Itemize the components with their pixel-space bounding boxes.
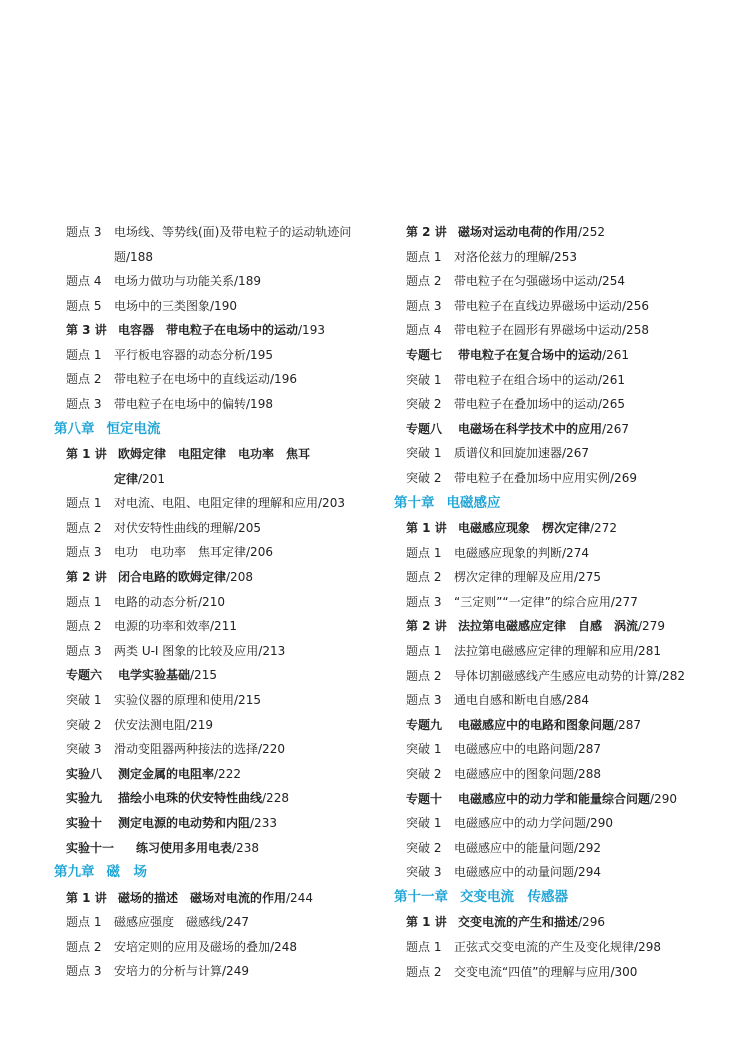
toc-entry[interactable]: [394, 318, 734, 343]
entry-title: 电磁感应中的动量问题: [454, 865, 575, 880]
page-number: /233: [250, 815, 277, 830]
page-number: /188: [126, 249, 153, 264]
toc-entry[interactable]: [54, 737, 374, 762]
page-number: /288: [574, 766, 601, 781]
entry-label: 突破 2: [66, 717, 102, 732]
page-number: /294: [574, 865, 601, 880]
page-number: /205: [234, 520, 261, 535]
toc-entry[interactable]: [54, 343, 374, 368]
entry-title: 磁感应强度 磁感线: [114, 915, 223, 930]
entry-label: 题点 1: [66, 347, 102, 362]
page-number: /198: [246, 396, 273, 411]
toc-lecture[interactable]: [54, 886, 374, 911]
page-number: /238: [232, 840, 259, 855]
toc-entry[interactable]: [394, 245, 734, 270]
page-number: /296: [578, 915, 605, 930]
entry-title: 带电粒子在电场中的直线运动: [114, 372, 271, 387]
toc-entry[interactable]: [394, 466, 734, 491]
toc-entry[interactable]: [54, 294, 374, 319]
entry-title: 带电粒子在直线边界磁场中运动: [454, 298, 623, 313]
page-number: /298: [634, 940, 661, 955]
page-number: /249: [222, 964, 249, 979]
entry-label: 突破 1: [66, 693, 102, 707]
toc-lecture[interactable]: [394, 220, 734, 245]
page-number: /190: [210, 298, 237, 313]
page-number: /300: [610, 964, 638, 979]
entry-title: 滑动变阻器两种接法的选择: [114, 742, 259, 757]
entry-label: 实验八: [66, 766, 103, 781]
page-number: /189: [234, 274, 261, 288]
page-number: /253: [550, 249, 577, 264]
page-number: /287: [574, 742, 601, 757]
entry-title: 质谱仪和回旋加速器: [454, 446, 563, 461]
chapter-title: 交变电流 传感器: [460, 888, 568, 905]
toc-entry[interactable]: [394, 368, 734, 393]
page-number: /206: [246, 545, 273, 560]
toc-entry[interactable]: [394, 639, 734, 664]
toc-lecture[interactable]: [394, 516, 734, 541]
page-number: /215: [190, 668, 217, 683]
toc-entry[interactable]: [394, 392, 734, 417]
entry-title: 带电粒子在匀强磁场中运动: [454, 274, 599, 289]
page-number: /275: [574, 570, 601, 585]
page-number: /282: [658, 668, 685, 683]
entry-label: 题点 2: [66, 372, 102, 387]
entry-title: 电源的功率和效率: [114, 619, 211, 634]
entry-title: 对电流、电阻、电阻定律的理解和应用: [114, 496, 319, 511]
page-number: /244: [286, 890, 313, 905]
page-number: /254: [598, 274, 625, 289]
entry-label: 专题十: [406, 791, 443, 806]
entry-title: 通电自感和断电自感: [454, 693, 563, 708]
entry-label: 突破 1: [406, 446, 442, 461]
entry-title: 闭合电路的欧姆定律: [118, 570, 227, 585]
entry-title: 楞次定律的理解及应用: [454, 570, 575, 585]
toc-special-topic[interactable]: [394, 787, 734, 812]
entry-label: 突破 2: [406, 397, 442, 412]
toc-special-topic[interactable]: [394, 713, 734, 738]
page-number: /272: [590, 521, 617, 536]
entry-title: 对洛伦兹力的理解: [454, 249, 551, 264]
entry-label: 题点 1: [406, 545, 442, 560]
entry-label: 第 3 讲: [66, 323, 107, 338]
entry-label: 题点 4: [66, 274, 102, 288]
toc-entry[interactable]: [394, 836, 734, 861]
page-number: /211: [210, 619, 237, 634]
entry-title: 磁场的描述 磁场对电流的作用: [118, 890, 287, 905]
toc-special-topic[interactable]: [394, 417, 734, 442]
entry-title: 交变电流的产生和描述: [458, 915, 579, 930]
entry-label: 实验十: [66, 815, 103, 830]
toc-entry[interactable]: [394, 935, 734, 960]
toc-experiment[interactable]: [54, 762, 374, 787]
page-number: /252: [578, 225, 605, 239]
toc-entry[interactable]: [54, 540, 374, 565]
entry-title: 安培定则的应用及磁场的叠加: [114, 939, 271, 954]
toc-entry[interactable]: [54, 367, 374, 392]
page-number: /281: [634, 644, 661, 658]
toc-entry[interactable]: [54, 614, 374, 639]
page-number: /228: [262, 791, 289, 806]
toc-left-column: [54, 220, 374, 984]
entry-label: 专题六: [66, 668, 103, 683]
entry-title: 两类 U-I 图象的比较及应用: [114, 643, 259, 658]
entry-label: 题点 1: [66, 594, 102, 609]
entry-label: 突破 1: [406, 372, 442, 387]
chapter-number: 第九章: [54, 864, 95, 881]
toc-entry[interactable]: [394, 565, 734, 590]
entry-title: 欧姆定律 电阻定律 电功率 焦耳: [118, 447, 311, 462]
entry-label: 题点 2: [406, 570, 442, 585]
entry-label: 题点 2: [406, 668, 442, 683]
toc-entry[interactable]: [394, 269, 734, 294]
entry-label: 题点 3: [406, 594, 442, 609]
entry-label: 突破 3: [66, 742, 102, 757]
entry-label: 题点 2: [406, 964, 442, 979]
page-number: /193: [298, 323, 325, 338]
entry-label: 专题七: [406, 347, 443, 362]
entry-title: 伏安法测电阻: [114, 717, 187, 732]
entry-title: 测定金属的电阻率: [118, 766, 215, 781]
toc-entry[interactable]: [54, 269, 374, 294]
entry-title: 带电粒子在叠加场中应用实例: [454, 470, 611, 485]
entry-label: 题点 1: [406, 940, 442, 955]
entry-label: 突破 3: [406, 865, 442, 880]
toc-special-topic[interactable]: [54, 663, 374, 688]
page-number: /274: [562, 545, 589, 560]
page-number: /261: [598, 372, 625, 387]
entry-label: 突破 2: [406, 840, 442, 855]
chapter-number: 第十章: [394, 494, 435, 511]
toc-entry[interactable]: [394, 762, 734, 787]
entry-title: 电磁感应现象 楞次定律: [458, 521, 591, 536]
entry-title: 电场线、等势线(面)及带电粒子的运动轨迹问题: [114, 225, 352, 264]
chapter-title: 恒定电流: [106, 420, 161, 437]
entry-title: 电磁感应中的能量问题: [454, 840, 575, 855]
toc-entry[interactable]: [54, 639, 374, 664]
entry-title: 正弦式交变电流的产生及变化规律: [454, 940, 635, 955]
entry-title: 电场中的三类图象: [114, 298, 211, 313]
toc-entry[interactable]: [54, 491, 374, 516]
toc-entry[interactable]: [394, 737, 734, 762]
entry-title-continued: 定律: [114, 471, 139, 486]
entry-label: 题点 3: [66, 964, 102, 979]
entry-title: 带电粒子在组合场中的运动: [454, 372, 599, 387]
chapter-number: 第十一章: [394, 888, 448, 905]
entry-label: 突破 2: [406, 470, 442, 485]
toc-entry[interactable]: [394, 860, 734, 885]
page-number: /210: [198, 594, 225, 609]
entry-label: 题点 1: [66, 915, 102, 930]
toc-lecture[interactable]: [394, 614, 734, 639]
toc-entry[interactable]: [394, 294, 734, 319]
entry-label: 题点 1: [406, 644, 442, 658]
chapter-title: 电磁感应: [446, 494, 501, 511]
entry-title: 电磁感应现象的判断: [454, 545, 563, 560]
toc-entry[interactable]: [394, 688, 734, 713]
entry-title: 带电粒子在叠加场中的运动: [454, 397, 599, 412]
entry-title: 带电粒子在电场中的偏转: [114, 396, 247, 411]
page-number: /196: [270, 372, 297, 387]
entry-label: 题点 3: [406, 693, 442, 708]
entry-title: 法拉第电磁感应定律的理解和应用: [454, 644, 635, 658]
toc-entry[interactable]: [54, 590, 374, 615]
toc-entry[interactable]: [54, 516, 374, 541]
page-number: /290: [586, 816, 613, 831]
page-number: /292: [574, 840, 601, 855]
page-number: /220: [258, 742, 285, 757]
entry-label: 题点 3: [66, 225, 102, 239]
entry-label: 实验九: [66, 791, 103, 806]
entry-title: 电磁感应中的动力学和能量综合问题: [458, 791, 651, 806]
page-number: /222: [214, 766, 241, 781]
toc-entry[interactable]: [54, 220, 374, 269]
page-number: /277: [610, 594, 638, 609]
entry-label: 题点 3: [66, 545, 102, 560]
entry-title: 实验仪器的原理和使用: [114, 693, 235, 707]
entry-title: 电场力做功与功能关系: [114, 274, 235, 288]
entry-label: 题点 2: [66, 939, 102, 954]
page-number: /256: [622, 298, 649, 313]
page-number: /267: [562, 446, 589, 461]
toc-experiment[interactable]: [54, 836, 374, 861]
entry-label: 专题九: [406, 717, 443, 732]
entry-title: 电磁感应中的动力学问题: [454, 816, 587, 831]
page-number: /248: [270, 939, 297, 954]
entry-label: 题点 3: [66, 396, 102, 411]
entry-title: 带电粒子在圆形有界磁场中运动: [454, 323, 623, 338]
toc-lecture-continued[interactable]: [54, 467, 374, 492]
entry-label: 第 1 讲: [406, 521, 447, 536]
toc-chapter[interactable]: [394, 885, 734, 911]
toc-lecture[interactable]: [54, 442, 374, 467]
page-number: /208: [226, 570, 253, 585]
page-number: /265: [598, 397, 625, 412]
entry-label: 第 2 讲: [406, 225, 447, 239]
entry-label: 题点 4: [406, 323, 442, 338]
entry-label: 实验十一: [66, 840, 115, 855]
toc-lecture[interactable]: [54, 565, 374, 590]
entry-label: 题点 3: [406, 298, 442, 313]
entry-title: 电功 电功率 焦耳定律: [114, 545, 247, 560]
toc-chapter[interactable]: [394, 491, 734, 517]
chapter-title: 磁 场: [106, 864, 147, 881]
entry-title: 电磁感应中的电路问题: [454, 742, 575, 757]
entry-title: 导体切割磁感线产生感应电动势的计算: [454, 668, 659, 683]
toc-chapter[interactable]: [54, 860, 374, 886]
entry-label: 突破 1: [406, 816, 442, 831]
toc-entry[interactable]: [54, 959, 374, 984]
entry-label: 第 1 讲: [406, 915, 447, 930]
entry-title: 电容器 带电粒子在电场中的运动: [118, 323, 299, 338]
page-number: /258: [622, 323, 649, 338]
toc-entry[interactable]: [394, 960, 734, 985]
toc-entry[interactable]: [54, 713, 374, 738]
entry-label: 第 1 讲: [66, 890, 107, 905]
entry-title: 电磁感应中的电路和图象问题: [458, 717, 615, 732]
entry-title: 法拉第电磁感应定律 自感 涡流: [458, 619, 639, 634]
entry-label: 题点 2: [406, 274, 442, 289]
entry-title: 描绘小电珠的伏安特性曲线: [118, 791, 263, 806]
page-number: /195: [246, 347, 273, 362]
entry-label: 第 1 讲: [66, 447, 107, 462]
entry-label: 题点 2: [66, 520, 102, 535]
page-number: /279: [638, 619, 665, 634]
page-number: /267: [602, 421, 629, 436]
entry-title: 平行板电容器的动态分析: [114, 347, 247, 362]
toc-right-column: [394, 220, 734, 984]
toc-entry[interactable]: [394, 441, 734, 466]
entry-label: 第 2 讲: [406, 619, 447, 634]
entry-label: 题点 1: [66, 496, 102, 511]
toc-entry[interactable]: [394, 590, 734, 615]
toc-entry[interactable]: [394, 811, 734, 836]
toc-special-topic[interactable]: [394, 343, 734, 368]
entry-label: 突破 1: [406, 742, 442, 757]
toc-entry[interactable]: [54, 910, 374, 935]
entry-title: 对伏安特性曲线的理解: [114, 520, 235, 535]
toc-chapter[interactable]: [54, 417, 374, 443]
toc-experiment[interactable]: [54, 811, 374, 836]
entry-title: “三定则”“一定律”的综合应用: [454, 594, 611, 609]
page-number: /203: [318, 496, 345, 511]
entry-title: 测定电源的电动势和内阻: [118, 815, 251, 830]
entry-label: 题点 3: [66, 643, 102, 658]
entry-title: 练习使用多用电表: [136, 840, 233, 855]
entry-title: 电学实验基础: [118, 668, 191, 683]
entry-title: 磁场对运动电荷的作用: [458, 225, 579, 239]
page-number: /287: [614, 717, 641, 732]
entry-label: 专题八: [406, 421, 443, 436]
page-number: /290: [650, 791, 677, 806]
toc-entry[interactable]: [54, 392, 374, 417]
page-number: /269: [610, 470, 637, 485]
toc-entry[interactable]: [54, 935, 374, 960]
chapter-number: 第八章: [54, 420, 95, 437]
page-number: /219: [186, 717, 213, 732]
entry-title: 带电粒子在复合场中的运动: [458, 347, 603, 362]
toc-experiment[interactable]: [54, 786, 374, 811]
toc-entry[interactable]: [394, 664, 734, 689]
entry-label: 题点 5: [66, 298, 102, 313]
entry-title: 安培力的分析与计算: [114, 964, 223, 979]
toc-entry[interactable]: [394, 541, 734, 566]
page-number: /201: [138, 471, 165, 486]
entry-label: 题点 2: [66, 619, 102, 634]
entry-title: 交变电流“四值”的理解与应用: [454, 964, 611, 979]
entry-label: 突破 2: [406, 766, 442, 781]
page-number: /247: [222, 915, 249, 930]
toc-lecture[interactable]: [394, 910, 734, 935]
entry-title: 电磁场在科学技术中的应用: [458, 421, 603, 436]
entry-label: 题点 1: [406, 249, 442, 264]
page-number: /261: [602, 347, 629, 362]
entry-title: 电路的动态分析: [114, 594, 199, 609]
toc-lecture[interactable]: [54, 318, 374, 343]
entry-title: 电磁感应中的图象问题: [454, 766, 575, 781]
entry-label: 第 2 讲: [66, 570, 107, 585]
page-number: /284: [562, 693, 589, 708]
page-number: /215: [234, 693, 261, 707]
page-number: /213: [258, 643, 286, 658]
toc-entry[interactable]: [54, 688, 374, 713]
